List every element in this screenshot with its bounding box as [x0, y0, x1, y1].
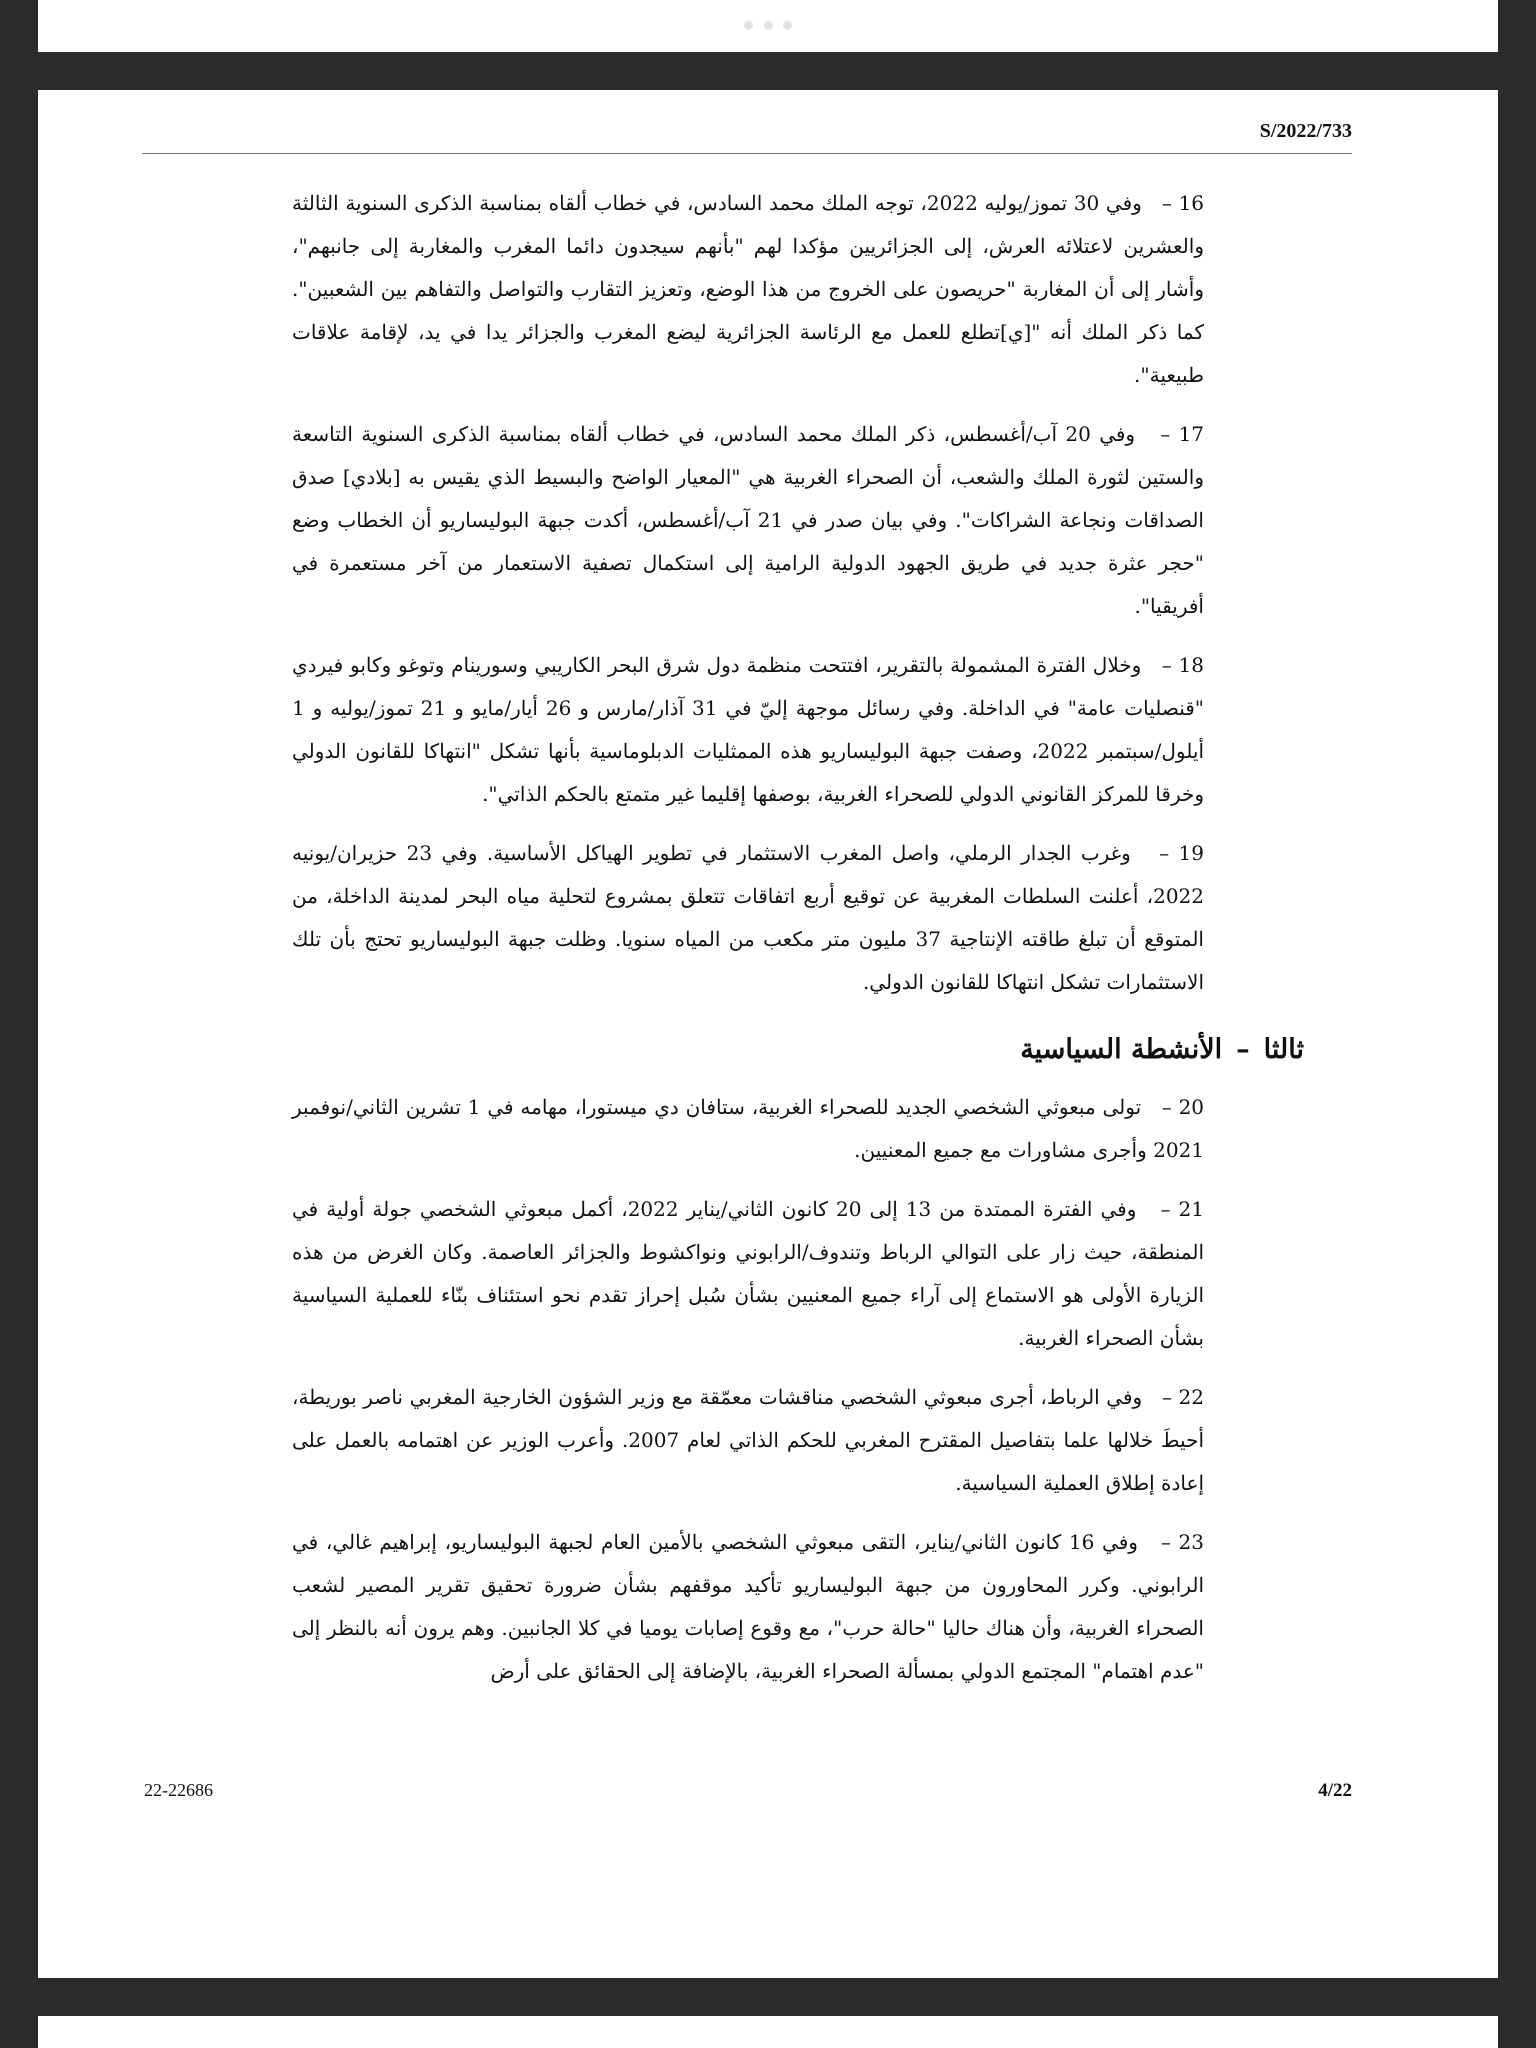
paragraph-text: وخلال الفترة المشمولة بالتقرير، افتتحت منظمة دول شرق البحر الكاريبي وسورينام وتوغو وكابو فيردي "قنصليات عامة" في الداخلة. وفي رسائل موجهة إليّ في 31 آذار/مارس و 26 أيار/مايو و 21 تموز/يوليه و 1 أيلول/سبتمبر 2022، وصفت جبهة البوليساريو هذه الممثليات الدبلوماسية بأنها تشكل "انتهاكا للقانون الدولي وخرقا للمركز القانوني الدولي للصحراء الغربية، بوصفها إقليما غير متمتع بالحكم الذاتي". — [292, 653, 1204, 806]
paragraph-number: 16 — [1178, 191, 1205, 215]
document-body — [292, 182, 1304, 1709]
paragraph-16: 16 – وفي 30 تموز/يوليه 2022، توجه الملك محمد السادس، في خطاب ألقاه بمناسبة الذكرى السنوية الثالثة والعشرين لاعتلائه العرش، إلى الجزائريين مؤكدا لهم "بأنهم سيجدون دائما المغرب والمغاربة إلى جانبهم"، وأشار إلى أن المغاربة "حريصون على الخروج من هذا الوضع، وتعزيز التقارب والتواصل والتفاهم بين الشعبين". كما ذكر الملك أنه "[ي]تطلع للعمل مع الرئاسة الجزائرية ليضع المغرب والجزائر يدا في يد، لإقامة علاقات طبيعية". — [292, 191, 1205, 387]
paragraph-23: 23 – وفي 16 كانون الثاني/يناير، التقى مبعوثي الشخصي بالأمين العام لجبهة البوليساريو، إبراهيم غالي، في الرابوني. وكرر المحاورون من جبهة البوليساريو تأكيد موقفهم بشأن ضرورة تحقيق تقرير المصير لشعب الصحراء الغربية، وأن هناك حاليا "حالة حرب"، مع وقوع إصابات يوميا في كلا الجانبين. وهم يرون أنه بالنظر إلى "عدم اهتمام" المجتمع الدولي بمسألة الصحراء الغربية، بالإضافة إلى الحقائق على أرض — [292, 1530, 1204, 1683]
paragraph-text: وفي 20 آب/أغسطس، ذكر الملك محمد السادس، في خطاب ألقاه بمناسبة الذكرى السنوية التاسعة والستين لثورة الملك والشعب، أن الصحراء الغربية هي "المعيار الواضح والبسيط الذي يقيس به [بلادي] صدق الصداقات ونجاعة الشراكات". وفي بيان صدر في 21 آب/أغسطس، أكدت جبهة البوليساريو أن الخطاب وضع "حجر عثرة جديد في طريق الجهود الدولية الرامية إلى استكمال تصفية الاستعمار من آخر مستعمرة في أفريقيا". — [292, 422, 1204, 618]
paragraph-20: 20 – تولى مبعوثي الشخصي الجديد للصحراء الغربية، ستافان دي ميستورا، مهامه في 1 تشرين الثاني/نوفمبر 2021 وأجرى مشاورات مع جميع المعنيين. — [292, 1095, 1205, 1162]
section-heading — [292, 1028, 1304, 1072]
paragraph-18: 18 – وخلال الفترة المشمولة بالتقرير، افتتحت منظمة دول شرق البحر الكاريبي وسورينام وتوغو وكابو فيردي "قنصليات عامة" في الداخلة. وفي رسائل موجهة إليّ في 31 آذار/مارس و 26 أيار/مايو و 21 تموز/يوليه و 1 أيلول/سبتمبر 2022، وصفت جبهة البوليساريو هذه الممثليات الدبلوماسية بأنها تشكل "انتهاكا للقانون الدولي وخرقا للمركز القانوني الدولي للصحراء الغربية، بوصفها إقليما غير متمتع بالحكم الذاتي". — [292, 653, 1204, 806]
paragraph-number: 18 — [1178, 653, 1204, 677]
paragraph-number: 21 — [1178, 1197, 1204, 1221]
paragraph-text: وغرب الجدار الرملي، واصل المغرب الاستثمار في تطوير الهياكل الأساسية. وفي 23 حزيران/يونيه 2022، أعلنت السلطات المغربية عن توقيع أربع اتفاقات تتعلق بمشروع لتحلية مياه البحر لمدينة الداخلة، من المتوقع أن تبلغ طاقته الإنتاجية 37 مليون متر مكعب من المياه سنويا. وظلت جبهة البوليساريو تحتج بأن تلك الاستثمارات تشكل انتهاكا للقانون الدولي. — [292, 841, 1204, 994]
paragraph-number: 22 — [1178, 1385, 1204, 1409]
section-title: الأنشطة السياسية — [1020, 1034, 1223, 1065]
paragraph-text: تولى مبعوثي الشخصي الجديد للصحراء الغربية، ستافان دي ميستورا، مهامه في 1 تشرين الثاني/نوفمبر 2021 وأجرى مشاورات مع جميع المعنيين. — [292, 1095, 1204, 1162]
header-rule — [142, 153, 1352, 154]
section-number: ثالثا — [1263, 1034, 1304, 1065]
paragraph-21: 21 – وفي الفترة الممتدة من 13 إلى 20 كانون الثاني/يناير 2022، أكمل مبعوثي الشخصي جولة أولية في المنطقة، حيث زار على التوالي الرباط وتندوف/الرابوني ونواكشوط والجزائر العاصمة. وكان الغرض من هذه الزيارة الأولى هو الاستماع إلى آراء جميع المعنيين بشأن سُبل إحراز تقدم نحو استئناف بنّاء للعملية السياسية بشأن الصحراء الغربية. — [292, 1197, 1205, 1350]
paragraph-number: 23 — [1178, 1530, 1204, 1554]
section-dash: – — [1236, 1034, 1250, 1065]
paragraph-number: 17 — [1178, 422, 1205, 446]
paragraph-number: 20 — [1178, 1095, 1205, 1119]
document-code: 22-22686 — [144, 1780, 213, 1800]
document-symbol: S/2022/733 — [1259, 120, 1352, 142]
paragraph-text: وفي الرباط، أجرى مبعوثي الشخصي مناقشات معمّقة مع وزير الشؤون الخارجية المغربي ناصر بوريطة، أحيطَ خلالها علما بتفاصيل المقترح المغربي للحكم الذاتي لعام 2007. وأعرب الوزير عن اهتمامه بالعمل على إعادة إطلاق العملية السياسية. — [292, 1385, 1204, 1495]
drag-handle-icon[interactable] — [744, 20, 792, 30]
paragraph-19: 19 – وغرب الجدار الرملي، واصل المغرب الاستثمار في تطوير الهياكل الأساسية. وفي 23 حزيران/يونيه 2022، أعلنت السلطات المغربية عن توقيع أربع اتفاقات تتعلق بمشروع لتحلية مياه البحر لمدينة الداخلة، من المتوقع أن تبلغ طاقته الإنتاجية 37 مليون متر مكعب من المياه سنويا. وظلت جبهة البوليساريو تحتج بأن تلك الاستثمارات تشكل انتهاكا للقانون الدولي. — [292, 841, 1204, 994]
page-number: 4/22 — [1318, 1780, 1352, 1801]
paragraph-text: وفي الفترة الممتدة من 13 إلى 20 كانون الثاني/يناير 2022، أكمل مبعوثي الشخصي جولة أولية في المنطقة، حيث زار على التوالي الرباط وتندوف/الرابوني ونواكشوط والجزائر العاصمة. وكان الغرض من هذه الزيارة الأولى هو الاستماع إلى آراء جميع المعنيين بشأن سُبل إحراز تقدم نحو استئناف بنّاء للعملية السياسية بشأن الصحراء الغربية. — [292, 1197, 1205, 1350]
paragraph-22: 22 – وفي الرباط، أجرى مبعوثي الشخصي مناقشات معمّقة مع وزير الشؤون الخارجية المغربي ناصر بوريطة، أحيطَ خلالها علما بتفاصيل المقترح المغربي للحكم الذاتي لعام 2007. وأعرب الوزير عن اهتمامه بالعمل على إعادة إطلاق العملية السياسية. — [292, 1385, 1204, 1495]
next-page-edge — [38, 2016, 1498, 2048]
paragraph-number: 19 — [1178, 841, 1204, 865]
paragraph-text: وفي 16 كانون الثاني/يناير، التقى مبعوثي الشخصي بالأمين العام لجبهة البوليساريو، إبراهيم غالي، في الرابوني. وكرر المحاورون من جبهة البوليساريو تأكيد موقفهم بشأن ضرورة تحقيق تقرير المصير لشعب الصحراء الغربية، وأن هناك حاليا "حالة حرب"، مع وقوع إصابات يوميا في كلا الجانبين. وهم يرون أنه بالنظر إلى "عدم اهتمام" المجتمع الدولي بمسألة الصحراء الغربية، بالإضافة إلى الحقائق على أرض — [292, 1530, 1204, 1683]
paragraph-17: 17 – وفي 20 آب/أغسطس، ذكر الملك محمد السادس، في خطاب ألقاه بمناسبة الذكرى السنوية التاسعة والستين لثورة الملك والشعب، أن الصحراء الغربية هي "المعيار الواضح والبسيط الذي يقيس به [بلادي] صدق الصداقات ونجاعة الشراكات". وفي بيان صدر في 21 آب/أغسطس، أكدت جبهة البوليساريو أن الخطاب وضع "حجر عثرة جديد في طريق الجهود الدولية الرامية إلى استكمال تصفية الاستعمار من آخر مستعمرة في أفريقيا". — [292, 422, 1205, 618]
paragraph-text: وفي 30 تموز/يوليه 2022، توجه الملك محمد السادس، في خطاب ألقاه بمناسبة الذكرى السنوية الثالثة والعشرين لاعتلائه العرش، إلى الجزائريين مؤكدا لهم "بأنهم سيجدون دائما المغرب والمغاربة إلى جانبهم"، وأشار إلى أن المغاربة "حريصون على الخروج من هذا الوضع، وتعزيز التقارب والتواصل والتفاهم بين الشعبين". كما ذكر الملك أنه "[ي]تطلع للعمل مع الرئاسة الجزائرية ليضع المغرب والجزائر يدا في يد، لإقامة علاقات طبيعية". — [292, 191, 1204, 387]
